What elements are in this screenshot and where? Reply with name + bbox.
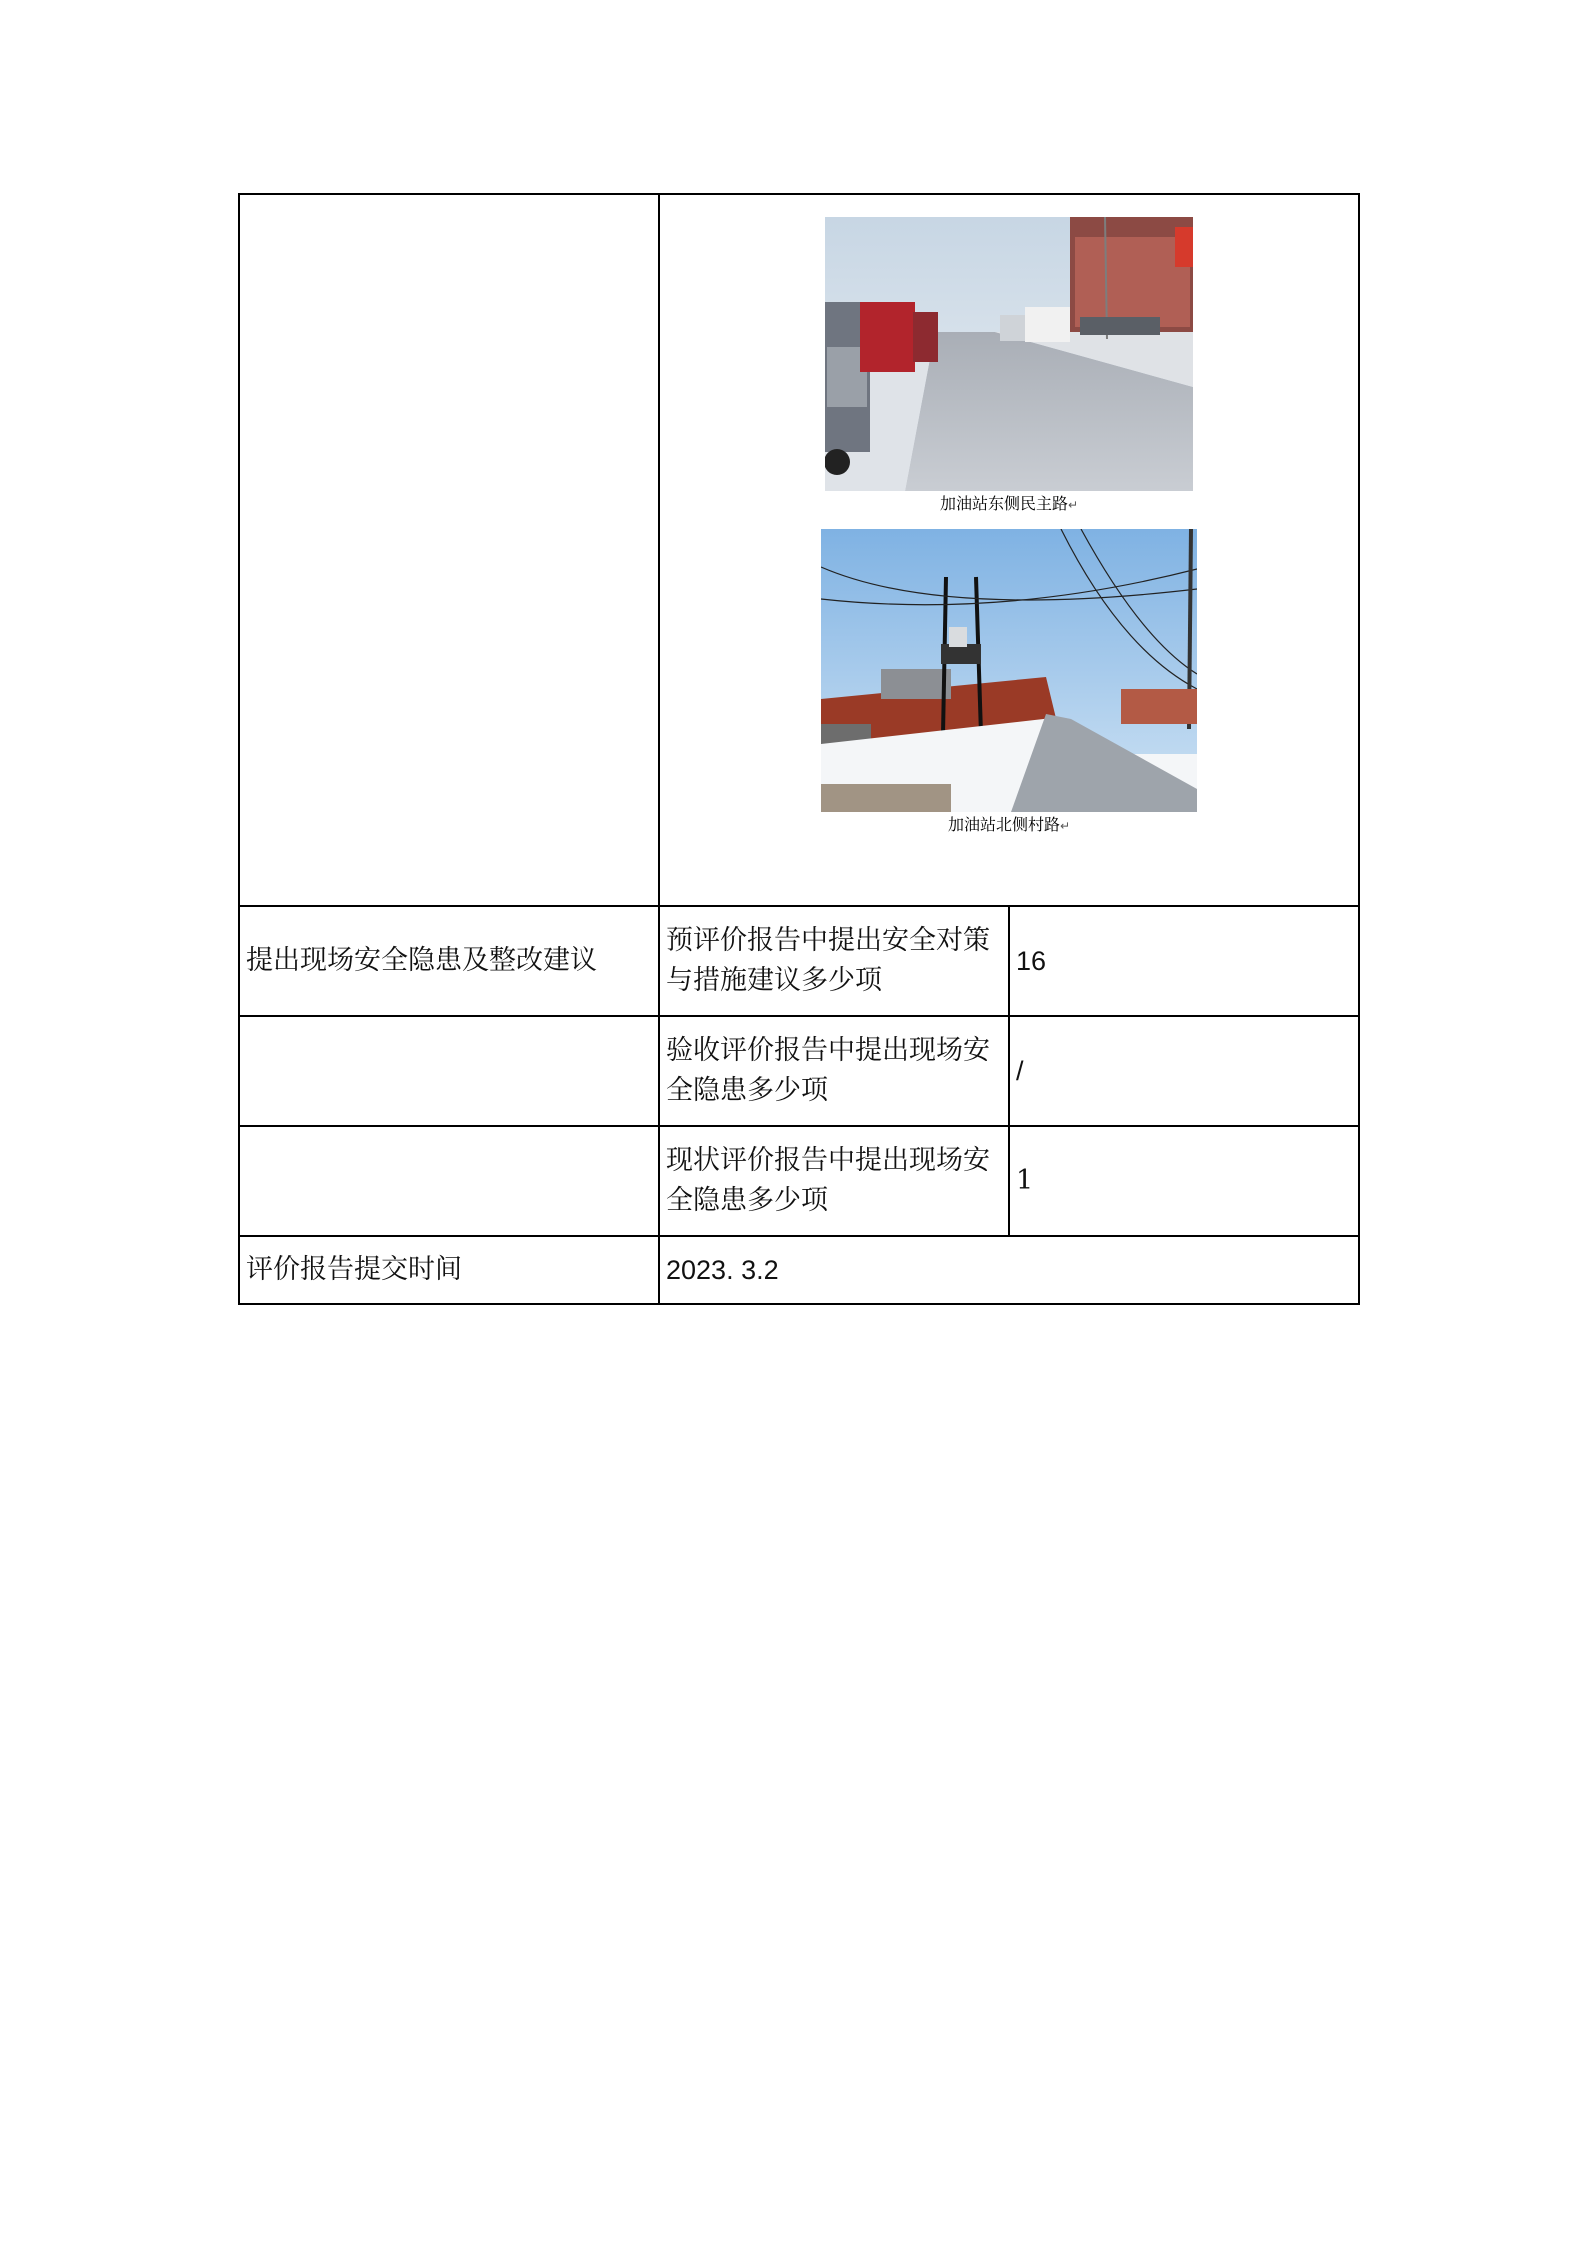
empty-cell <box>239 194 659 906</box>
photo-row <box>239 194 1359 906</box>
value-cell: / <box>1009 1016 1359 1126</box>
photo-north-caption: 加油站北侧村路↵ <box>947 815 1071 834</box>
empty-cell <box>239 1126 659 1236</box>
photo-east-road <box>825 217 1193 491</box>
photo-cell <box>659 194 1359 906</box>
value-cell: 1 <box>1009 1126 1359 1236</box>
submit-label: 评价报告提交时间 <box>239 1236 659 1304</box>
photo-east-caption: 加油站东侧民主路↵ <box>939 494 1079 513</box>
question-cell: 现状评价报告中提出现场安全隐患多少项 <box>659 1126 1009 1236</box>
question-cell: 验收评价报告中提出现场安全隐患多少项 <box>659 1016 1009 1126</box>
hazard-label: 提出现场安全隐患及整改建议 <box>239 906 659 1016</box>
table-row <box>239 1016 1359 1126</box>
submit-value: 2023. 3.2 <box>659 1236 1359 1304</box>
table-row <box>239 1236 1359 1304</box>
question-cell: 预评价报告中提出安全对策与措施建议多少项 <box>659 906 1009 1016</box>
value-cell: 16 <box>1009 906 1359 1016</box>
evaluation-table <box>238 193 1360 1305</box>
empty-cell <box>239 1016 659 1126</box>
table-row <box>239 1126 1359 1236</box>
table-row <box>239 906 1359 1016</box>
photo-north-road <box>821 529 1197 812</box>
